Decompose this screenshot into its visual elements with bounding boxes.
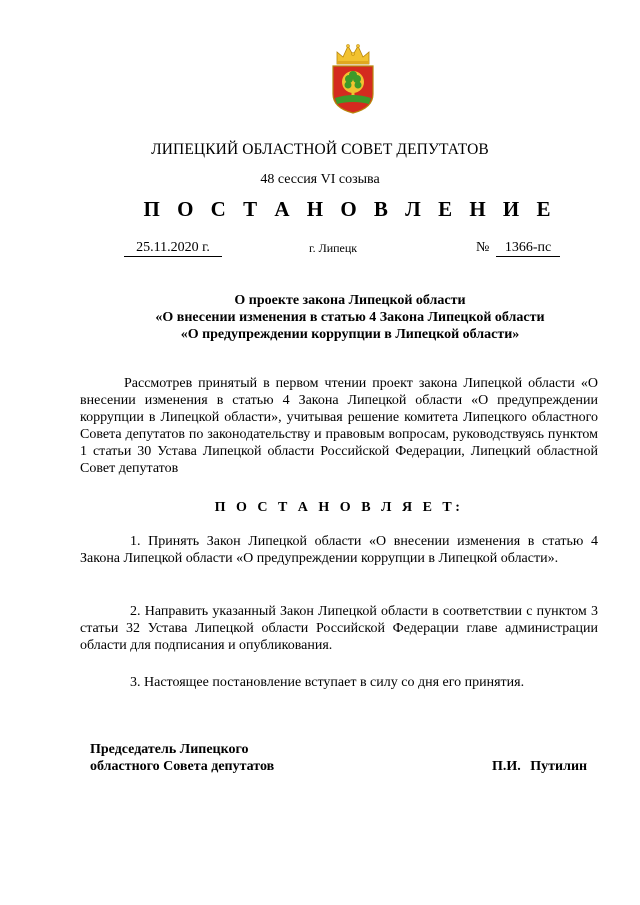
title-line: «О внесении изменения в статью 4 Закона Липецкой области (155, 310, 545, 325)
resolution-item-3: 3. Настоящее постановление вступает в силу со дня его принятия. (130, 675, 525, 690)
position-line: Председатель Липецкого (90, 742, 249, 757)
document-date: 25.11.2020 г. (124, 239, 222, 257)
position-line: областного Совета депутатов (90, 759, 275, 774)
signatory-position (90, 741, 274, 775)
document-city: г. Липецк (309, 241, 358, 255)
resolution-item-2: 2. Направить указанный Закон Липецкой области в соответствии с пунктом 3 статьи 32 Устава Липецкой области Российской Федерации главе администрации области для подписания и опубликования. (80, 604, 598, 653)
crown (337, 44, 369, 64)
signatory-name: П.И. Путилин (492, 759, 588, 774)
title-line: «О предупреждении коррупции в Липецкой области» (180, 327, 520, 342)
document-title (90, 292, 610, 343)
session-info: 48 сессия VI созыва (260, 172, 380, 187)
preamble-paragraph: Рассмотрев принятый в первом чтении проект закона Липецкой области «О внесении изменения в статью 4 Закона Липецкой области «О предупреждении коррупции в Липецкой области», учитывая решение комитета Липецкого областного Совета депутатов по законодательству и правовым вопросам, руководствуясь пунктом 1 статьи 30 Устава Липецкой области Российской Федерации, Липецкий областной Совет депутатов (80, 376, 598, 476)
number-label: № (476, 240, 490, 255)
coat-of-arms-icon (327, 42, 379, 114)
document-type: П О С Т А Н О В Л Е Н И Е (143, 197, 557, 221)
document-number: 1366-пс (496, 239, 560, 257)
council-name: ЛИПЕЦКИЙ ОБЛАСТНОЙ СОВЕТ ДЕПУТАТОВ (151, 141, 489, 158)
resolution-item-1: 1. Принять Закон Липецкой области «О внесении изменения в статью 4 Закона Липецкой области «О предупреждении коррупции в Липецкой области». (80, 534, 598, 566)
title-line: О проекте закона Липецкой области (234, 293, 466, 308)
resolves-heading: П О С Т А Н О В Л Я Е Т: (214, 500, 464, 515)
